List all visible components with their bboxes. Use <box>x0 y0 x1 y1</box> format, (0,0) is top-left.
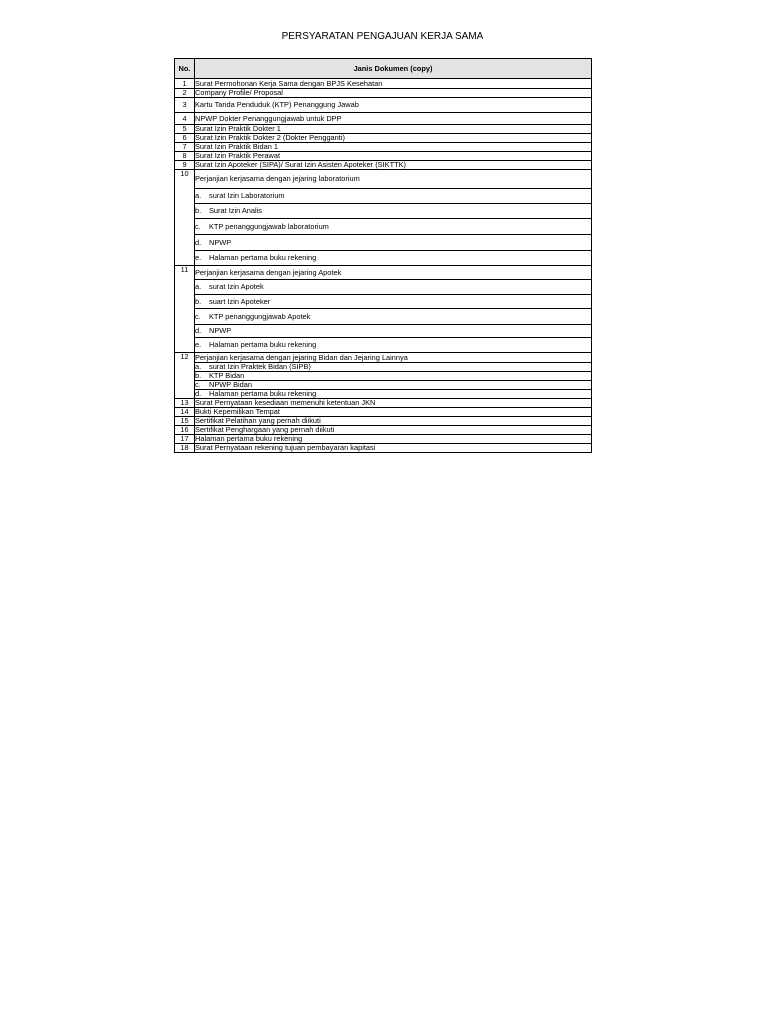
sub-item-letter: c. <box>195 311 201 321</box>
row-number: 18 <box>175 444 195 453</box>
row-number: 12 <box>175 353 195 363</box>
row-document: Surat Pernyataan rekening tujuan pembayaran kapitasi <box>195 444 592 453</box>
table-header-row <box>175 59 592 79</box>
table-row <box>175 417 592 426</box>
sub-row-number-cell <box>175 390 195 399</box>
row-number: 3 <box>175 98 195 113</box>
row-number: 10 <box>175 170 195 189</box>
sub-row <box>175 390 592 399</box>
sub-row <box>175 381 592 390</box>
sub-row-document <box>195 363 592 372</box>
sub-row <box>175 219 592 235</box>
row-number: 17 <box>175 435 195 444</box>
table-row <box>175 113 592 125</box>
sub-item-letter: a. <box>195 282 202 291</box>
sub-row <box>175 189 592 204</box>
row-document: Kartu Tanda Penduduk (KTP) Penanggung Jawab <box>195 98 592 113</box>
table-row <box>175 152 592 161</box>
header-document-type: Janis Dokumen (copy) <box>195 59 592 79</box>
header-no: No. <box>175 59 195 79</box>
row-number: 16 <box>175 426 195 435</box>
sub-row-number-cell <box>175 235 195 251</box>
sub-item-text: Halaman pertama buku rekening <box>209 389 317 398</box>
sub-item-letter: d. <box>195 326 202 335</box>
sub-row-number-cell <box>175 363 195 372</box>
sub-item-text: surat Izin Laboratorium <box>209 191 285 200</box>
row-number: 11 <box>175 266 195 280</box>
sub-item-letter: a. <box>195 362 202 371</box>
sub-row <box>175 251 592 266</box>
row-number: 13 <box>175 399 195 408</box>
row-number: 4 <box>175 113 195 125</box>
sub-item-text: surat Izin Apotek <box>209 282 264 291</box>
row-number: 1 <box>175 79 195 89</box>
sub-row-number-cell <box>175 381 195 390</box>
sub-row-document <box>195 338 592 353</box>
row-number: 15 <box>175 417 195 426</box>
sub-row-document <box>195 251 592 266</box>
row-number: 9 <box>175 161 195 170</box>
sub-item-letter: d. <box>195 237 202 247</box>
sub-row <box>175 338 592 353</box>
table-row <box>175 444 592 453</box>
sub-row-number-cell <box>175 219 195 235</box>
row-number: 6 <box>175 134 195 143</box>
table-body <box>175 79 592 453</box>
sub-item-letter: e. <box>195 253 202 262</box>
sub-row-document <box>195 280 592 295</box>
sub-item-text: NPWP <box>209 237 232 247</box>
row-document: Sertifikat Penghargaan yang pernah diikuti <box>195 426 592 435</box>
row-document: Perjanjian kerjasama dengan jejaring Bidan dan Jejaring Lainnya <box>195 353 592 363</box>
row-number: 8 <box>175 152 195 161</box>
sub-item-letter: a. <box>195 191 202 200</box>
row-document: Surat Pernyataan kesediaan memenuhi ketentuan JKN <box>195 399 592 408</box>
table-row <box>175 408 592 417</box>
sub-row <box>175 372 592 381</box>
sub-item-text: Halaman pertama buku rekening <box>209 340 317 349</box>
sub-item-letter: b. <box>195 206 202 215</box>
row-document: Perjanjian kerjasama dengan jejaring Apotek <box>195 266 592 280</box>
sub-row <box>175 309 592 325</box>
sub-row-document <box>195 381 592 390</box>
row-number: 2 <box>175 89 195 98</box>
row-document: Halaman pertama buku rekening <box>195 435 592 444</box>
sub-row-document <box>195 309 592 325</box>
sub-item-text: KTP Bidan <box>209 371 245 380</box>
sub-row-number-cell <box>175 325 195 338</box>
sub-row-document <box>195 189 592 204</box>
sub-row <box>175 204 592 219</box>
sub-row <box>175 280 592 295</box>
sub-item-text: suart Izin Apoteker <box>209 296 271 306</box>
sub-item-letter: b. <box>195 371 202 380</box>
sub-row-document <box>195 325 592 338</box>
table-row <box>175 134 592 143</box>
sub-item-letter: c. <box>195 221 201 231</box>
sub-row-document <box>195 204 592 219</box>
sub-item-letter: c. <box>195 380 201 389</box>
sub-row-document <box>195 295 592 309</box>
sub-item-text: Surat Izin Analis <box>209 206 262 215</box>
sub-row-document <box>195 372 592 381</box>
sub-row-number-cell <box>175 251 195 266</box>
table-row <box>175 353 592 363</box>
row-document: Surat Izin Praktik Perawat <box>195 152 592 161</box>
sub-row <box>175 295 592 309</box>
page-title: PERSYARATAN PENGAJUAN KERJA SAMA <box>281 31 484 42</box>
table-row <box>175 399 592 408</box>
sub-row <box>175 235 592 251</box>
sub-row-number-cell <box>175 189 195 204</box>
sub-row-number-cell <box>175 280 195 295</box>
row-document: Sertifikat Pelatihan yang pernah diikuti <box>195 417 592 426</box>
row-document: NPWP Dokter Penanggungjawab untuk DPP <box>195 113 592 125</box>
row-document: Surat Izin Apoteker (SIPA)/ Surat Izin Asisten Apoteker (SIKTTK) <box>195 161 592 170</box>
requirements-table <box>174 58 592 453</box>
row-document: Surat Izin Praktik Bidan 1 <box>195 143 592 152</box>
sub-item-text: KTP penanggungjawab Apotek <box>209 311 311 321</box>
sub-item-text: Halaman pertama buku rekening <box>209 253 317 262</box>
table-row <box>175 89 592 98</box>
sub-item-letter: b. <box>195 296 202 306</box>
sub-row-document <box>195 390 592 399</box>
table-row <box>175 79 592 89</box>
sub-row-document <box>195 219 592 235</box>
sub-item-text: surat Izin Praktek Bidan (SIPB) <box>209 362 311 371</box>
sub-row-number-cell <box>175 204 195 219</box>
table-row <box>175 170 592 189</box>
sub-item-text: KTP penanggungjawab laboratorium <box>209 221 329 231</box>
sub-row-number-cell <box>175 372 195 381</box>
table-row <box>175 266 592 280</box>
row-document: Surat Izin Praktik Dokter 2 (Dokter Pengganti) <box>195 134 592 143</box>
table-row <box>175 161 592 170</box>
sub-row-number-cell <box>175 295 195 309</box>
table-row <box>175 435 592 444</box>
row-number: 7 <box>175 143 195 152</box>
table-row <box>175 98 592 113</box>
row-document: Surat Permohonan Kerja Sama dengan BPJS Kesehatan <box>195 79 592 89</box>
table-row <box>175 125 592 134</box>
sub-row <box>175 325 592 338</box>
table-row <box>175 426 592 435</box>
sub-item-text: NPWP <box>209 326 232 335</box>
row-number: 14 <box>175 408 195 417</box>
sub-item-letter: d. <box>195 389 202 398</box>
row-number: 5 <box>175 125 195 134</box>
sub-row-document <box>195 235 592 251</box>
row-document: Surat Izin Praktik Dokter 1 <box>195 125 592 134</box>
row-document: Company Profile/ Proposal <box>195 89 592 98</box>
sub-row-number-cell <box>175 338 195 353</box>
sub-item-text: NPWP Bidan <box>209 380 252 389</box>
table-row <box>175 143 592 152</box>
row-document: Bukti Kepemilikan Tempat <box>195 408 592 417</box>
sub-item-letter: e. <box>195 340 202 349</box>
sub-row <box>175 363 592 372</box>
sub-row-number-cell <box>175 309 195 325</box>
row-document: Perjanjian kerjasama dengan jejaring laboratorium <box>195 170 592 189</box>
